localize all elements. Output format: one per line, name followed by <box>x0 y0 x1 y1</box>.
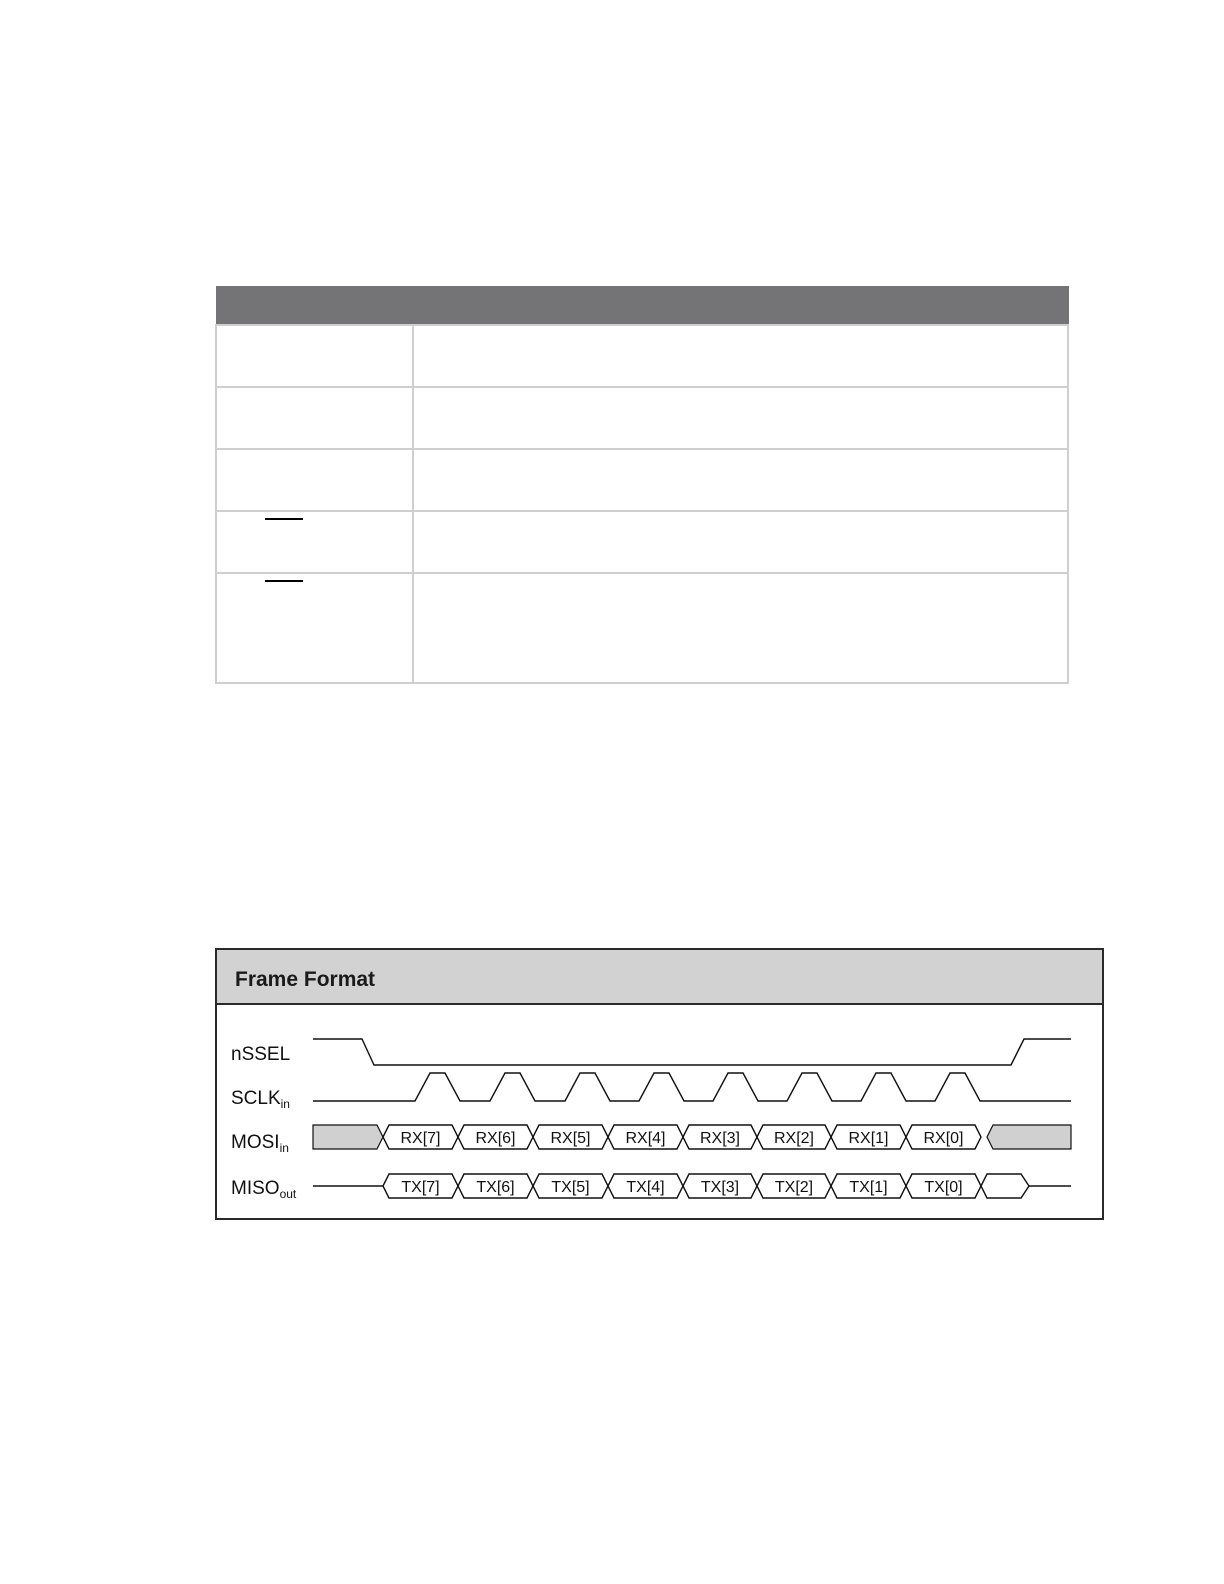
table-cell <box>216 511 413 573</box>
rx-bit-label: RX[2] <box>773 1130 815 1147</box>
table-cell <box>216 387 413 449</box>
table-cell <box>413 449 1068 511</box>
signal-label: $MISO_{out}$ <box>231 1178 297 1201</box>
table-header-row <box>216 287 1068 326</box>
table-cell <box>413 325 1068 387</box>
tx-bit-label: TX[6] <box>476 1179 515 1196</box>
table-cell <box>413 573 1068 683</box>
frame-format-title: Frame Format <box>235 968 376 991</box>
timing-diagram <box>217 950 1102 1218</box>
table-cell <box>216 573 413 683</box>
overbar-mark <box>265 518 303 520</box>
rx-bit-label: RX[5] <box>550 1130 591 1147</box>
tx-bit-label: TX[1] <box>849 1179 888 1196</box>
rx-bit-label: RX[0] <box>923 1130 964 1147</box>
tx-bit-label: TX[7] <box>401 1179 440 1196</box>
signal-label: $SCLK_{in}$ <box>231 1088 290 1111</box>
table-row <box>216 449 1068 511</box>
rx-bit-label: RX[1] <box>848 1130 889 1147</box>
table-row <box>216 387 1068 449</box>
mosi-idle-region <box>313 1125 383 1149</box>
tx-bit-label: TX[4] <box>626 1179 665 1196</box>
tx-bit-label: TX[3] <box>700 1179 740 1196</box>
rx-bit-label: RX[7] <box>400 1130 441 1147</box>
table-header-cell <box>216 287 413 326</box>
table-row <box>216 511 1068 573</box>
table-row <box>216 325 1068 387</box>
signal-label: nSSEL <box>231 1044 291 1065</box>
tx-bit-label: TX[5] <box>551 1179 590 1196</box>
table-header-cell <box>413 287 1068 326</box>
table-row <box>216 573 1068 683</box>
rx-bit-label: RX[6] <box>475 1130 516 1147</box>
table-cell <box>216 449 413 511</box>
overbar-mark <box>265 580 303 582</box>
table-cell <box>413 511 1068 573</box>
nssel-waveform <box>313 1039 1071 1065</box>
mosi-idle-region <box>987 1125 1071 1149</box>
tx-bit-label: TX[2] <box>774 1179 814 1196</box>
frame-format-panel <box>215 948 1104 1220</box>
rx-bit-label: RX[4] <box>625 1130 666 1147</box>
miso-tail-segment <box>981 1174 1029 1198</box>
signal-label: $MOSI_{in}$ <box>231 1132 289 1155</box>
table-cell <box>216 325 413 387</box>
sclk-waveform <box>313 1073 1071 1101</box>
table-cell <box>413 387 1068 449</box>
signal-table <box>215 286 1069 684</box>
rx-bit-label: RX[3] <box>699 1130 741 1147</box>
tx-bit-label: TX[0] <box>924 1179 963 1196</box>
